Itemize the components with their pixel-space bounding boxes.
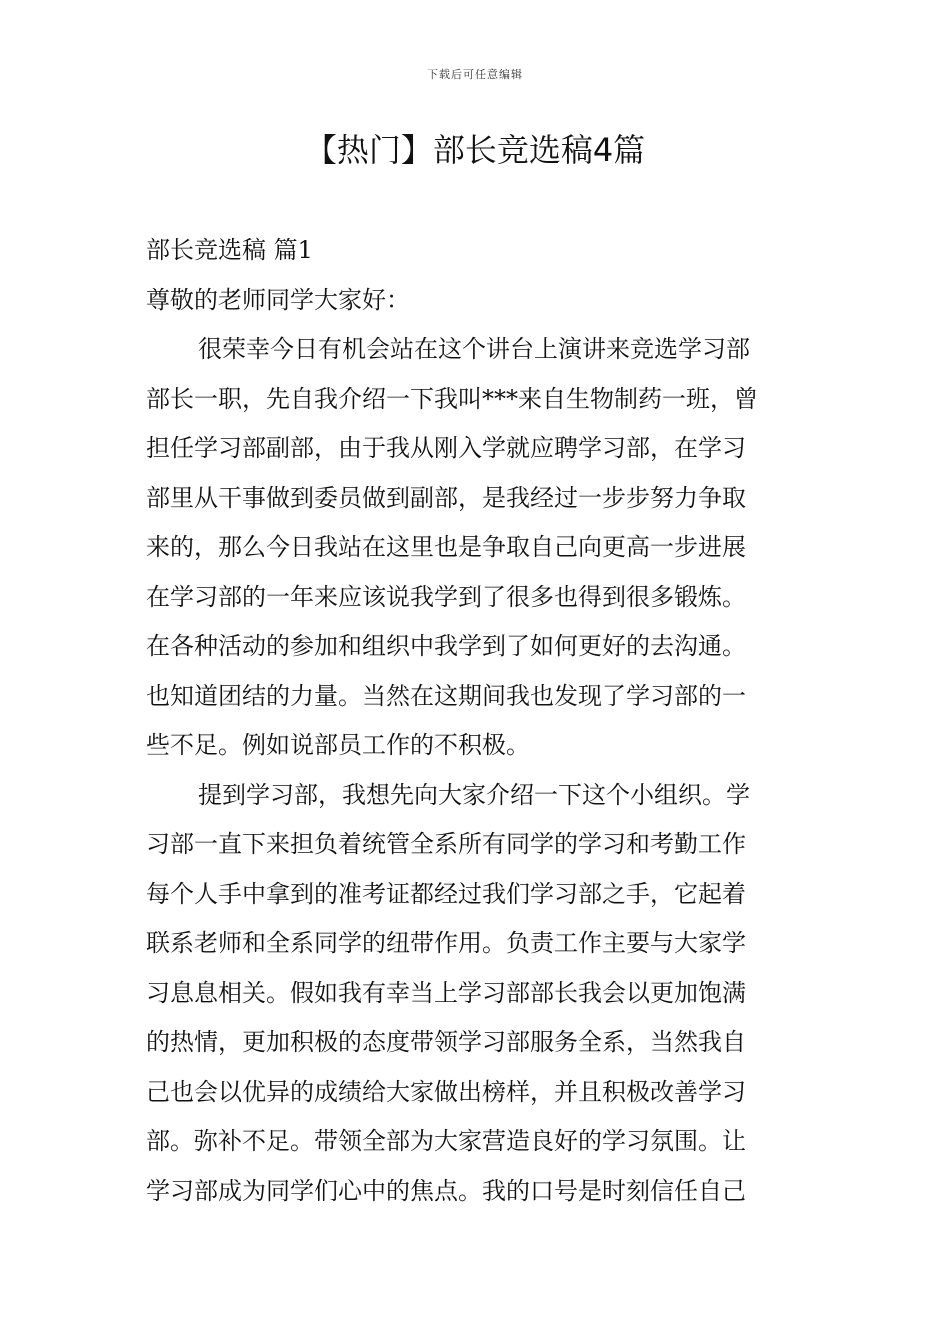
paragraph-line: 的热情，更加积极的态度带领学习部服务全系，当然我自 <box>146 1028 746 1056</box>
paragraph-line: 来的，那么今日我站在这里也是争取自己向更高一步进展 <box>146 533 746 561</box>
paragraph-line: 部里从干事做到委员做到副部，是我经过一步步努力争取 <box>146 483 746 512</box>
paragraph-line: 提到学习部，我想先向大家介绍一下这个小组织。学 <box>198 780 750 809</box>
paragraph-line: 学习部成为同学们心中的焦点。我的口号是时刻信任自己 <box>146 1176 746 1205</box>
document-title: 【热门】部长竞选稿4篇 <box>304 131 646 169</box>
paragraph-line: 很荣幸今日有机会站在这个讲台上演讲来竞选学习部 <box>198 335 750 363</box>
header-note: 下载后可任意编辑 <box>427 68 523 81</box>
paragraph-line: 在各种活动的参加和组织中我学到了如何更好的去沟通。 <box>146 632 746 660</box>
paragraph-line: 担任学习部副部，由于我从刚入学就应聘学习部，在学习 <box>146 434 746 462</box>
document-body <box>146 226 806 1216</box>
paragraph-line: 在学习部的一年来应该说我学到了很多也得到很多锻炼。 <box>146 582 746 611</box>
paragraph-line: 也知道团结的力量。当然在这期间我也发现了学习部的一 <box>146 681 746 710</box>
paragraph-line: 习息息相关。假如我有幸当上学习部部长我会以更加饱满 <box>146 978 746 1007</box>
paragraph-line: 联系老师和全系同学的纽带作用。负责工作主要与大家学 <box>146 929 746 957</box>
section-heading: 部长竞选稿 篇1 <box>146 236 313 264</box>
paragraph-line: 己也会以优异的成绩给大家做出榜样，并且积极改善学习 <box>146 1077 746 1106</box>
paragraph-line: 部。弥补不足。带领全部为大家营造良好的学习氛围。让 <box>146 1127 746 1155</box>
paragraph-line: 部长一职，先自我介绍一下我叫***来自生物制药一班，曾 <box>146 384 758 413</box>
paragraph-line: 每个人手中拿到的准考证都经过我们学习部之手，它起着 <box>146 879 746 908</box>
paragraph-line: 习部一直下来担负着统管全系所有同学的学习和考勤工作 <box>146 830 746 858</box>
greeting-line: 尊敬的老师同学大家好： <box>146 285 410 314</box>
paragraph-line: 些不足。例如说部员工作的不积极。 <box>146 731 530 759</box>
